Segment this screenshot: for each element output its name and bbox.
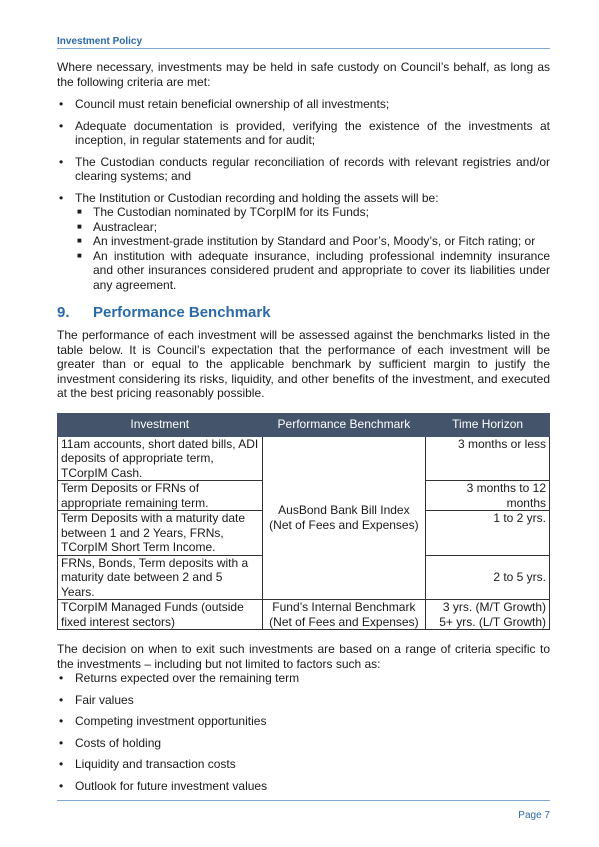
square-bullet-icon: ■ [77, 236, 82, 245]
column-header-benchmark: Performance Benchmark [262, 413, 426, 436]
bullet-icon: • [59, 757, 64, 771]
footer-divider [57, 800, 550, 801]
list-item: • Council must retain beneficial ownership of all investments; [59, 97, 390, 111]
horizon-cell: 3 months or less [426, 436, 550, 481]
custodian-sub-list [75, 205, 550, 292]
bullet-icon: • [59, 778, 64, 793]
square-bullet-icon: ■ [77, 250, 82, 260]
bullet-icon: • [59, 692, 64, 707]
horizon-cell: 3 yrs. (M/T Growth) 5+ yrs. (L/T Growth) [426, 600, 550, 630]
investment-cell: FRNs, Bonds, Term deposits with a maturity date between 2 and 5 Years. [58, 555, 263, 600]
bullet-icon: • [59, 154, 64, 169]
document-header-title: Investment Policy [57, 36, 143, 47]
exit-criteria-paragraph: The decision on when to exit such investments are based on a range of criteria specific to the investments – including but not limited to factors such as: [57, 642, 550, 671]
header-divider [57, 48, 550, 49]
horizon-cell: 2 to 5 yrs. [426, 555, 550, 600]
list-item: • Liquidity and transaction costs [59, 757, 236, 771]
bullet-icon: • [59, 190, 64, 205]
table-row [58, 436, 550, 481]
page-content [57, 60, 550, 800]
square-bullet-icon: ■ [77, 221, 82, 231]
section-number: 9. [57, 304, 70, 321]
page-number: Page 7 [518, 810, 550, 821]
list-item: • Returns expected over the remaining term [59, 671, 300, 685]
bullet-icon: • [59, 97, 64, 111]
square-bullet-icon: ■ [77, 207, 82, 216]
horizon-cell: 1 to 2 yrs. [426, 511, 550, 556]
list-item: • Costs of holding [59, 735, 162, 750]
table-row [58, 600, 550, 630]
bullet-icon: • [59, 118, 64, 133]
investment-cell: TCorpIM Managed Funds (outside fixed interest sectors) [58, 600, 263, 630]
list-item: • Adequate documentation is provided, verifying the existence of the investments at inception, in regular statements and for audit; [59, 118, 550, 147]
investment-cell: 11am accounts, short dated bills, ADI deposits of appropriate term, TCorpIM Cash. [58, 436, 263, 481]
sub-list-item: ■ The Custodian nominated by TCorpIM for its Funds; [77, 205, 369, 219]
bullet-icon: • [59, 714, 64, 728]
benchmark-cell: AusBond Bank Bill Index (Net of Fees and Expenses) [262, 436, 426, 600]
sub-list-item: ■ Austraclear; [77, 219, 158, 234]
bullet-icon: • [59, 735, 64, 750]
sub-list-item: ■ An investment-grade institution by Standard and Poor’s, Moody’s, or Fitch rating; or [77, 234, 536, 248]
column-header-investment: Investment [58, 413, 263, 436]
benchmark-cell: Fund’s Internal Benchmark (Net of Fees and Expenses) [262, 600, 426, 630]
list-item: • Competing investment opportunities [59, 714, 267, 728]
sub-list-item: ■ An institution with adequate insurance, including professional indemnity insurance and other insurances considered prudent and appropriate to cover its liabilities under any agreement. [77, 248, 550, 292]
benchmark-table [57, 413, 550, 631]
section-paragraph: The performance of each investment will be assessed against the benchmarks listed in the table below. It is Council’s expectation that the performance of each investment will be greater than or equal to the applicable benchmark by sufficient margin to justify the investment considering its risks, liquidity, and other benefits of the investment, and executed at the best pricing reasonably possible. [57, 328, 550, 400]
section-title: Performance Benchmark [93, 304, 271, 321]
investment-cell: Term Deposits or FRNs of appropriate remaining term. [58, 481, 263, 511]
column-header-horizon: Time Horizon [426, 413, 550, 436]
table-header-row [58, 413, 550, 436]
investment-cell: Term Deposits with a maturity date between 1 and 2 Years, FRNs, TCorpIM Short Term Income. [58, 511, 263, 556]
list-item: • The Institution or Custodian recording and holding the assets will be: ■ The Custodian nominated by TCorpIM for its Funds; ■ Austraclear; ■ An investment-grade institution by Standard and Poor’s, Moody’s, or Fitch rating; or ■ An institution with adequate insurance, including professional indemnity insurance and other insurances considered prudent and appropriate to cover its liabilities under any agreement. [59, 190, 550, 292]
custody-criteria-list [57, 97, 550, 292]
list-item: • Fair values [59, 692, 134, 707]
list-item: • The Custodian conducts regular reconciliation of records with relevant registries and/or clearing systems; and [59, 154, 550, 183]
intro-paragraph: Where necessary, investments may be held in safe custody on Council’s behalf, as long as the following criteria are met: [57, 60, 550, 89]
list-item: • Outlook for future investment values [59, 778, 268, 793]
horizon-cell: 3 months to 12 months [426, 481, 550, 511]
section-heading [57, 304, 550, 322]
bullet-icon: • [59, 671, 64, 685]
exit-factors-list [57, 671, 550, 793]
